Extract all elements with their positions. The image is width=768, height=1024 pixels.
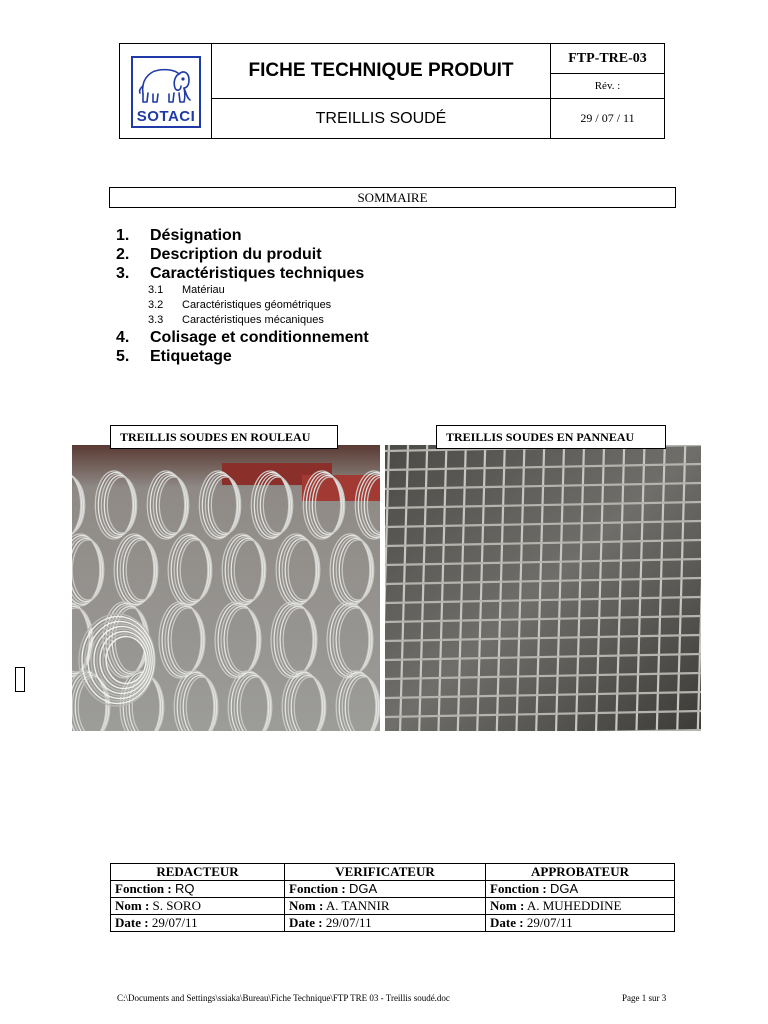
date-label: Date : [490, 915, 524, 930]
document-title: FICHE TECHNIQUE PRODUIT [212, 44, 551, 99]
elephant-icon [137, 60, 195, 106]
revision-label: Rév. : [551, 74, 664, 99]
table-cell [111, 898, 285, 915]
nom-value: S. SORO [152, 898, 201, 913]
toc-item-label: Désignation [150, 227, 242, 244]
document-date: 29 / 07 / 11 [580, 111, 635, 125]
document-header [119, 43, 665, 139]
date-label: Date : [289, 915, 323, 930]
toc-subitem-number: 3.1 [148, 284, 164, 296]
column-header-redacteur: REDACTEUR [111, 864, 285, 881]
fonction-value: DGA [549, 881, 579, 896]
toc-item[interactable] [116, 245, 616, 264]
table-cell [486, 898, 675, 915]
table-cell [486, 881, 675, 898]
toc-subitem[interactable] [116, 283, 616, 298]
wire-rolls-image [72, 445, 380, 731]
fonction-value: RQ [174, 881, 195, 896]
fonction-label: Fonction : [115, 881, 172, 896]
date-value: 29/07/11 [526, 915, 573, 930]
toc-item-number: 3. [116, 265, 130, 282]
toc-subitem-label: Caractéristiques mécaniques [182, 314, 324, 326]
fonction-label: Fonction : [490, 881, 547, 896]
nom-value: A. MUHEDDINE [526, 898, 622, 913]
toc-item-label: Colisage et conditionnement [150, 329, 369, 346]
nom-value: A. TANNIR [325, 898, 390, 913]
toc-subitem[interactable] [116, 298, 616, 313]
toc-item-number: 2. [116, 246, 130, 263]
table-cell [285, 881, 486, 898]
column-header-approbateur: APPROBATEUR [486, 864, 675, 881]
table-cell [486, 915, 675, 932]
nom-label: Nom : [289, 898, 324, 913]
date-label: Date : [115, 915, 149, 930]
wire-mesh-panel-image [385, 445, 701, 731]
date-value: 29/07/11 [325, 915, 372, 930]
nom-label: Nom : [115, 898, 150, 913]
document-subtitle: TREILLIS SOUDÉ [212, 99, 551, 138]
toc-item[interactable] [116, 347, 616, 366]
signature-table [110, 863, 675, 932]
footer-page-number: Page 1 sur 3 [622, 993, 667, 1003]
fonction-value: DGA [348, 881, 378, 896]
column-header-verificateur: VERIFICATEUR [285, 864, 486, 881]
toc-item[interactable] [116, 328, 616, 347]
table-of-contents [116, 226, 616, 366]
toc-subitem-label: Caractéristiques géométriques [182, 299, 332, 311]
margin-marker [15, 667, 25, 692]
nom-label: Nom : [490, 898, 525, 913]
toc-item[interactable] [116, 264, 616, 283]
table-cell [285, 898, 486, 915]
toc-subitem[interactable] [116, 313, 616, 328]
toc-item-label: Description du produit [150, 246, 322, 263]
table-cell [285, 915, 486, 932]
table-row [111, 881, 675, 898]
toc-item-number: 5. [116, 348, 130, 365]
table-header-row [111, 864, 675, 881]
footer-file-path: C:\Documents and Settings\ssiaka\Bureau\Fiche Technique\FTP TRE 03 - Treillis soudé.doc [117, 993, 450, 1003]
photo-panels [385, 445, 701, 731]
photo-label-panels: TREILLIS SOUDES EN PANNEAU [436, 425, 666, 449]
photo-label-rolls: TREILLIS SOUDES EN ROULEAU [110, 425, 338, 449]
sommaire-heading: SOMMAIRE [109, 187, 676, 208]
toc-item-label: Caractéristiques techniques [150, 265, 365, 282]
document-code: FTP-TRE-03 [551, 44, 664, 74]
toc-subitem-number: 3.2 [148, 299, 164, 311]
toc-item[interactable] [116, 226, 616, 245]
logo-cell [120, 44, 212, 138]
toc-subitem-label: Matériau [182, 284, 225, 296]
logo-wordmark: SOTACI [136, 108, 196, 125]
toc-subitem-number: 3.3 [148, 314, 164, 326]
toc-item-number: 4. [116, 329, 130, 346]
table-row [111, 898, 675, 915]
toc-item-number: 1. [116, 227, 130, 244]
photo-rolls [72, 445, 380, 731]
fonction-label: Fonction : [289, 881, 346, 896]
table-cell [111, 915, 285, 932]
sotaci-logo [131, 56, 201, 128]
table-cell [111, 881, 285, 898]
date-value: 29/07/11 [151, 915, 198, 930]
toc-item-label: Etiquetage [150, 348, 232, 365]
table-row [111, 915, 675, 932]
